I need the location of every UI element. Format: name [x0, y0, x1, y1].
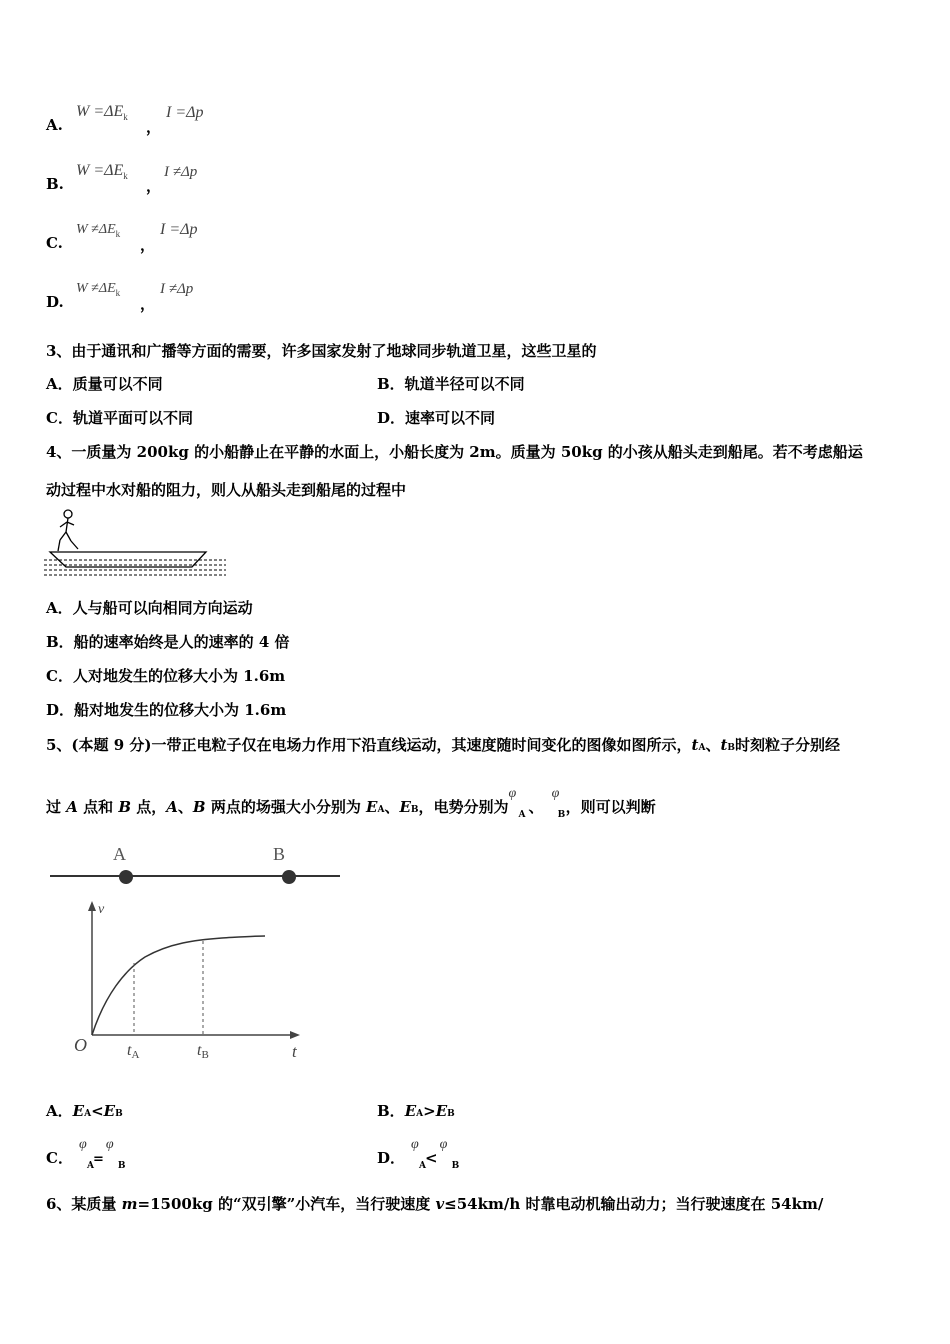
q4-stem-line2: 动过程中水对船的阻力，则人从船头走到船尾的过程中	[46, 481, 407, 499]
origin-label: O	[74, 1035, 87, 1055]
q5-option-b: B．EA>EB	[377, 1102, 455, 1120]
point-a-label: A	[113, 844, 126, 864]
comma: ，	[140, 236, 156, 254]
tick-ta: tA	[127, 1042, 140, 1061]
q3-option-d: D．速率可以不同	[377, 409, 496, 427]
q3-option-a: A．质量可以不同	[46, 375, 163, 393]
impulse-expression: I ≠Δp	[160, 281, 194, 297]
boat-figure	[44, 505, 230, 580]
work-expression: $W \ne\Delta E_k$	[76, 222, 121, 239]
q5-stem-line2: 过 A 点和 B 点，A、B 两点的场强大小分别为 EA、EB，电势分别为 φ A 、 φ B ，则可以判断	[46, 786, 656, 820]
q4-option-a: A．人与船可以向相同方向运动	[46, 599, 253, 617]
option-label: A.	[46, 116, 63, 134]
velocity-time-graph	[70, 895, 310, 1065]
work-expression: $W =\Delta E_k$	[76, 103, 128, 123]
option-label: B.	[46, 175, 64, 193]
q4-stem-line1: 4、一质量为 200kg 的小船静止在平静的水面上，小船长度为 2m。质量为 50kg 的小孩从船头走到船尾。若不考虑船运	[46, 443, 863, 461]
q5-stem-line1: 5、(本题 9 分)一带正电粒子仅在电场力作用下沿直线运动，其速度随时间变化的图像如图所示，tA、tB时刻粒子分别经	[46, 736, 841, 754]
q5-option-c: C． φ A = φ B	[46, 1137, 126, 1171]
comma: ，	[146, 118, 162, 136]
option-label: C.	[46, 234, 63, 252]
axis-v-label: v	[98, 902, 105, 917]
q3-option-b: B．轨道半径可以不同	[377, 375, 525, 393]
q4-option-c: C．人对地发生的位移大小为 1.6m	[46, 667, 286, 685]
work-expression: $W \ne\Delta E_k$	[76, 281, 121, 298]
work-expression: $W =\Delta E_k$	[76, 162, 128, 182]
field-line-figure	[46, 840, 346, 890]
q4-option-b: B．船的速率始终是人的速率的 4 倍	[46, 633, 290, 651]
comma: ，	[146, 177, 162, 195]
point-a	[119, 870, 133, 884]
q5-option-a: A．EA<EB	[46, 1102, 123, 1120]
tick-tb: tB	[197, 1042, 209, 1061]
q4-option-d: D．船对地发生的位移大小为 1.6m	[46, 701, 287, 719]
option-label: D.	[46, 293, 64, 311]
impulse-expression: I ≠Δp	[164, 164, 198, 180]
point-b	[282, 870, 296, 884]
comma: ，	[140, 295, 156, 313]
q3-option-c: C．轨道平面可以不同	[46, 409, 193, 427]
q3-stem: 3、由于通讯和广播等方面的需要，许多国家发射了地球同步轨道卫星，这些卫星的	[46, 342, 597, 360]
point-b-label: B	[273, 844, 286, 864]
impulse-expression: I =Δp	[160, 221, 198, 238]
axis-t-label: t	[292, 1042, 297, 1061]
impulse-expression: I =Δp	[166, 104, 204, 121]
q6-stem: 6、某质量 m=1500kg 的“双引擎”小汽车，当行驶速度 v≤54km/h 时靠电动机输出动力；当行驶速度在 54km/	[46, 1195, 824, 1213]
q5-option-d: D． φ A < φ B	[377, 1137, 460, 1171]
